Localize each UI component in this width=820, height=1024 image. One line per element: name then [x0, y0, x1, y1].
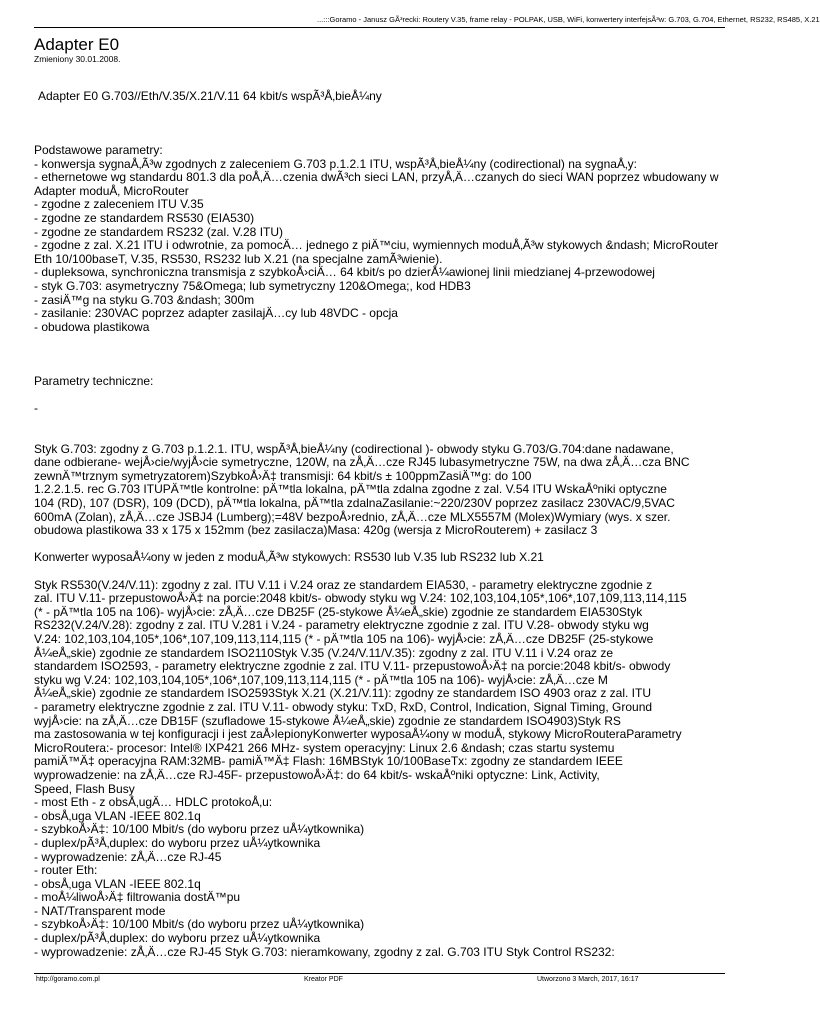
body-line: - dupleksowa, synchroniczna transmisja z szybkoÅ›ciÄ… 64 kbit/s po dzierÅ¼awionej linii miedzianej 4-przewodowej: [34, 265, 655, 280]
body-line: pamiÄ™Ä‡ operacyjna RAM:32MB- pamiÄ™Ä‡ Flash: 16MBStyk 10/100BaseTx: zgodny ze standardem IEEE: [34, 754, 623, 769]
body-line: obudowa plastikowa 33 x 175 x 152mm (bez zasilacza)Masa: 420g (wersja z MicroRouterem) + zasilacz 3: [34, 523, 598, 538]
body-line: MicroRoutera:- procesor: Intel® IXP421 266 MHz- system operacyjny: Linux 2.6 &ndash; czas startu systemu: [34, 740, 615, 755]
page-header-text: ...:::Goramo - Janusz GÃ³recki: Routery V.35, frame relay - POLPAK, USB, WiFi, konwertery interfejsÃ³w: G.703, G.704, Ethernet, RS232, RS485, X.21: [317, 15, 820, 24]
body-line: - NAT/Transparent mode: [34, 903, 166, 918]
body-line: (* - pÄ™tla 105 na 106)- wyjÅ›cie: zÅ‚Ä…cze DB25F (25-stykowe Å¼eÅ„skie) zgodnie ze standardem EIA530Styk: [34, 604, 643, 619]
body-line: - zgodne ze standardem RS530 (EIA530): [34, 210, 255, 225]
body-line: - szybkoÅ›Ä‡: 10/100 Mbit/s (do wyboru przez uÅ¼ytkownika): [34, 917, 365, 932]
body-line: Å¼eÅ„skie) zgodnie ze standardem ISO2110Styk V.35 (V.24/V.11/V.35): zgodny z zal. ITU V.11 i V.24 oraz ze: [34, 645, 614, 660]
document-body: [34, 144, 725, 959]
body-line: ma zastosowania w tej konfiguracji i jest zaÅ›lepionyKonwerter wyposaÅ¼ony w moduÅ‚ stykowy MicroRouteraParametry: [34, 727, 682, 742]
body-line: - wyprowadzenie: zÅ‚Ä…cze RJ-45 Styk G.703: nieramkowany, zgodny z zal. G.703 ITU Styk Control RS232:: [34, 944, 615, 959]
body-line: - duplex/pÃ³Å‚duplex: do wyboru przez uÅ¼ytkownika: [34, 931, 321, 946]
spacer: [34, 416, 725, 443]
body-line: Adapter moduÅ‚ MicroRouter: [34, 183, 189, 198]
body-line: Å¼eÅ„skie) zgodnie ze standardem ISO2593Styk X.21 (X.21/V.11): zgodny ze standardem ISO 4903 oraz z zal. ITU: [34, 686, 651, 701]
body-line: wyjÅ›cie: na zÅ‚Ä…cze DB15F (szufladowe 15-stykowe Å¼eÅ„skie) zgodnie ze standardem ISO4903)Styk RS: [34, 713, 621, 728]
body-line: - ethernetowe wg standardu 801.3 dla poÅ‚Ä…czenia dwÃ³ch sieci LAN, przyÅ‚Ä…czanych do sieci WAN poprzez wbudowany w: [34, 170, 719, 185]
body-line: - most Eth - z obsÅ‚ugÄ… HDLC protokoÅ‚u:: [34, 795, 273, 810]
body-line: standardem ISO2593, - parametry elektryczne zgodnie z zal. ITU V.11- przepustowoÅ›Ä‡ na porcie:2048 kbit/s- obwody: [34, 659, 671, 674]
footer-generator: Kreator PDF: [304, 976, 343, 983]
footer-created-date: Utworzono 3 March, 2017, 16:17: [537, 976, 639, 983]
body-line: - zgodne z zaleceniem ITU V.35: [34, 197, 204, 212]
body-line: - konwersja sygnaÅ‚Ã³w zgodnych z zaleceniem G.703 p.1.2.1 ITU, wspÃ³Å‚bieÅ¼ny (codirectional) na sygnaÅ‚y:: [34, 156, 637, 171]
body-line: - obsÅ‚uga VLAN -IEEE 802.1q: [34, 808, 201, 823]
body-line: - wyprowadzenie: zÅ‚Ä…cze RJ-45: [34, 849, 222, 864]
body-line: - zgodne ze standardem RS232 (zal. V.28 ITU): [34, 224, 284, 239]
body-line: RS232(V.24/V.28): zgodny z zal. ITU V.281 i V.24 - parametry elektryczne zgodnie z zal. ITU V.28- obwody styku wg: [34, 618, 649, 633]
footer-url: http://goramo.com.pl: [36, 976, 100, 983]
body-line: - parametry elektryczne zgodnie z zal. ITU V.11- obwody styku: TxD, RxD, Control, Indication, Signal Timing, Ground: [34, 699, 653, 714]
body-line: - zasilanie: 230VAC poprzez adapter zasilajÄ…cy lub 48VDC - opcja: [34, 306, 398, 321]
document-subtitle: Adapter E0 G.703//Eth/V.35/X.21/V.11 64 kbit/s wspÃ³Å‚bieÅ¼ny: [38, 89, 382, 103]
body-line: 104 (RD), 107 (DSR), 109 (DCD), pÄ™tla lokalna, pÄ™tla zdalnaZasilanie:~220/230V poprzez zasilacz 230VAC/9,5VAC: [34, 496, 675, 511]
section-heading-technical: Parametry techniczne:: [34, 373, 154, 388]
body-line: - moÅ¼liwoÅ›Ä‡ filtrowania dostÄ™pu: [34, 890, 241, 905]
footer-divider: [34, 973, 725, 974]
body-line: - styk G.703: asymetryczny 75&Omega; lub symetryczny 120&Omega;, kod HDB3: [34, 278, 471, 293]
spacer: [34, 389, 725, 403]
document-title: Adapter E0: [34, 35, 120, 54]
body-line: 600mA (Zolan), zÅ‚Ä…cze JSBJ4 (Lumberg);=48V bezpoÅ›rednio, zÅ‚Ä…cze MLX5557M (Molex)Wymiary (wys. x szer.: [34, 509, 671, 524]
body-line: - zgodne z zal. X.21 ITU i odwrotnie, za pomocÄ… jednego z piÄ™ciu, wymiennych moduÅ‚Ã³w stykowych &ndash; MicroRouter: [34, 238, 719, 253]
body-line: -: [34, 401, 38, 416]
body-line: - obudowa plastikowa: [34, 319, 150, 334]
body-line: zewnÄ™trznym symetryzatorem)SzybkoÅ›Ä‡ transmisji: 64 kbit/s ± 100ppmZasiÄ™g: do 100: [34, 468, 532, 483]
body-line: zal. ITU V.11- przepustowoÅ›Ä‡ na porcie:2048 kbit/s- obwody styku wg V.24: 102,103,104,105*,106*,107,109,113,114,115: [34, 591, 687, 606]
header-divider: [34, 27, 725, 28]
body-line: Konwerter wyposaÅ¼ony w jeden z moduÅ‚Ã³w stykowych: RS530 lub V.35 lub RS232 lub X.21: [34, 550, 544, 565]
body-line: 1.2.2.1.5. rec G.703 ITUPÄ™tle kontrolne: pÄ™tla lokalna, pÄ™tla zdalna zgodne z zal. V.54 ITU WskaÅºniki optyczne: [34, 482, 667, 497]
body-line: - zasiÄ™g na styku G.703 &ndash; 300m: [34, 292, 255, 307]
spacer: [34, 334, 725, 361]
modified-date: Zmieniony 30.01.2008.: [34, 54, 121, 64]
spacer: [34, 361, 725, 375]
section-heading-basic: Podstawowe parametry:: [34, 143, 163, 157]
body-line: wyprowadzenie: na zÅ‚Ä…cze RJ-45F- przepustowoÅ›Ä‡: do 64 kbit/s- wskaÅºniki optyczne: Link, Activity,: [34, 767, 600, 782]
body-line: - obsÅ‚uga VLAN -IEEE 802.1q: [34, 876, 201, 891]
body-line: styku wg V.24: 102,103,104,105*,106*,107,109,113,114,115 (* - pÄ™tla 105 na 106)- wyjÅ›cie: zÅ‚Ä…cze M: [34, 672, 608, 687]
body-line: Eth 10/100baseT, V.35, RS530, RS232 lub X.21 (na specjalne zamÃ³wienie).: [34, 251, 443, 266]
body-line: - duplex/pÃ³Å‚duplex: do wyboru przez uÅ¼ytkownika: [34, 835, 321, 850]
body-line: Styk G.703: zgodny z G.703 p.1.2.1. ITU, wspÃ³Å‚bieÅ¼ny (codirectional )- obwody styku G.703/G.704:dane nadawane,: [34, 441, 674, 456]
body-line: - router Eth:: [34, 863, 98, 878]
body-line: Speed, Flash Busy: [34, 781, 135, 796]
body-line: - szybkoÅ›Ä‡: 10/100 Mbit/s (do wyboru przez uÅ¼ytkownika): [34, 822, 365, 837]
body-line: V.24: 102,103,104,105*,106*,107,109,113,114,115 (* - pÄ™tla 105 na 106)- wyjÅ›cie: zÅ‚Ä…cze DB25F (25-stykowe: [34, 632, 654, 646]
body-line: dane odbierane- wejÅ›cie/wyjÅ›cie symetryczne, 120W, na zÅ‚Ä…cze RJ45 lubasymetryczne 75W, na dwa zÅ‚Ä…cza BNC: [34, 455, 690, 470]
spacer: [34, 565, 725, 579]
body-line: Styk RS530(V.24/V.11): zgodny z zal. ITU V.11 i V.24 oraz ze standardem EIA530, - parametry elektryczne zgodnie z: [34, 577, 653, 592]
